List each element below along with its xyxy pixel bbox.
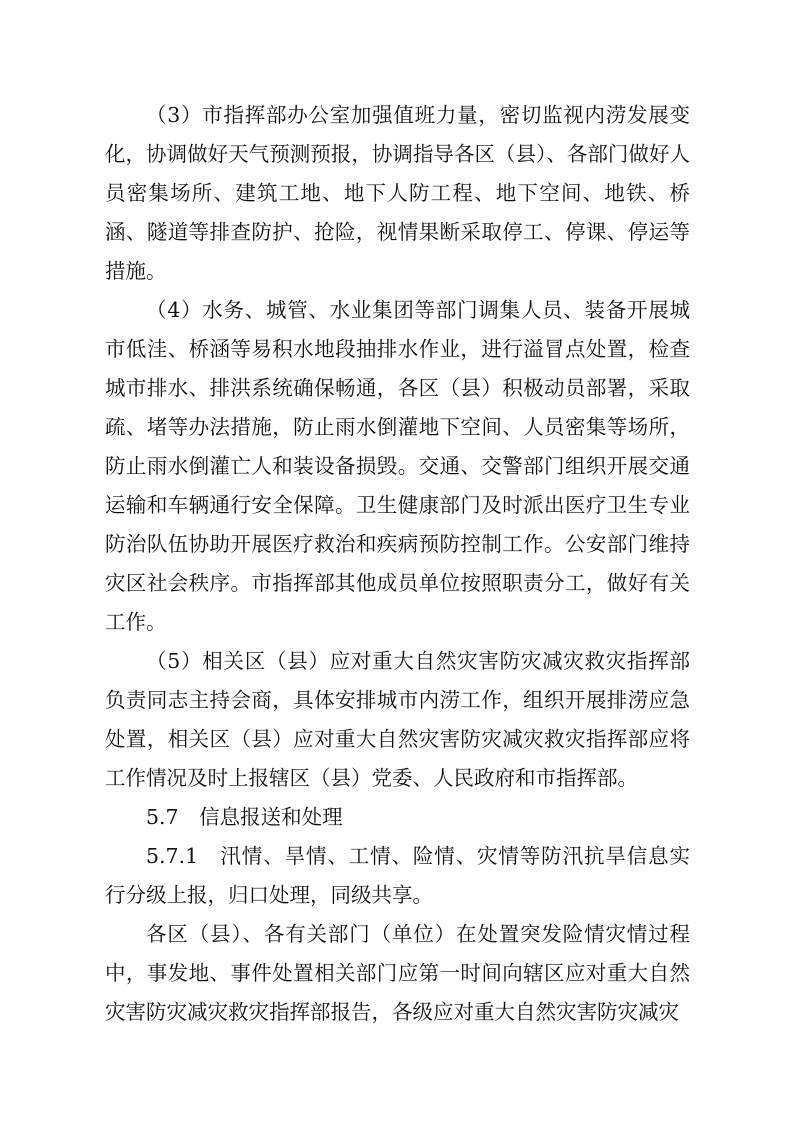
paragraph-item-4: （4）水务、城管、水业集团等部门调集人员、装备开展城市低洼、桥涵等易积水地段抽排水作业，进行溢冒点处置，检查城市排水、排洪系统确保畅通，各区（县）积极动员部署，采取疏、堵等办法措施，防止雨水倒灌地下空间、人员密集等场所，防止雨水倒灌亡人和装设备损毁。交通、交警部门组织开展交通运输和车辆通行安全保障。卫生健康部门及时派出医疗卫生专业防治队伍协助开展医疗救治和疾病预防控制工作。公安部门维持灾区社会秩序。市指挥部其他成员单位按照职责分工，做好有关工作。 bbox=[105, 298, 690, 634]
paragraph-item-3: （3）市指挥部办公室加强值班力量，密切监视内涝发展变化，协调做好天气预测预报，协调指导各区（县）、各部门做好人员密集场所、建筑工地、地下人防工程、地下空间、地铁、桥涵、隧道等排查防护、抢险，视情果断采取停工、停课、停运等措施。 bbox=[105, 103, 690, 283]
subsection-paragraph: 5.7.1 汛情、旱情、工情、险情、灾情等防汛抗旱信息实行分级上报，归口处理，同级共享。 bbox=[105, 844, 690, 907]
paragraph-item-5: （5）相关区（县）应对重大自然灾害防灾减灾救灾指挥部负责同志主持会商，具体安排城市内涝工作，组织开展排涝应急处置，相关区（县）应对重大自然灾害防灾减灾救灾指挥部应将工作情况及时上报辖区（县）党委、人民政府和市指挥部。 bbox=[105, 649, 690, 790]
final-paragraph: 各区（县）、各有关部门（单位）在处置突发险情灾情过程中，事发地、事件处置相关部门应第一时间向辖区应对重大自然灾害防灾减灾救灾指挥部报告，各级应对重大自然灾害防灾减灾 bbox=[105, 922, 690, 1024]
section-heading: 5.7 信息报送和处理 bbox=[146, 805, 343, 829]
document-page bbox=[105, 96, 690, 1032]
